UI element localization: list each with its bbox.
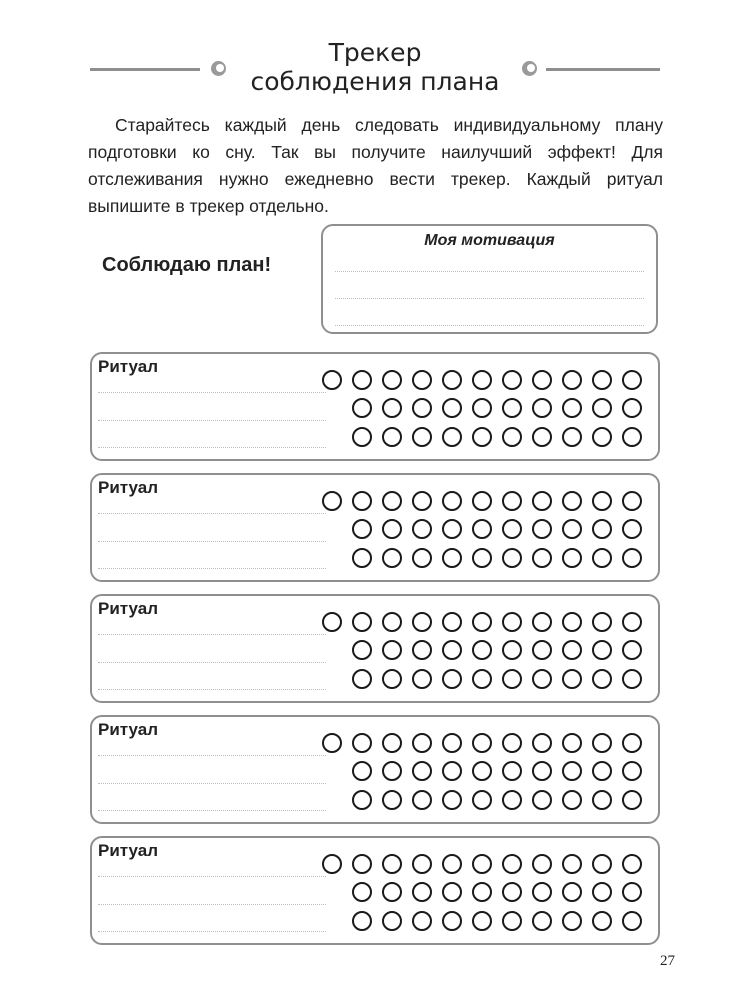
check-circle[interactable] xyxy=(562,790,582,810)
check-circle[interactable] xyxy=(442,612,462,632)
check-circle[interactable] xyxy=(532,882,552,902)
ritual-label: Ритуал xyxy=(98,357,159,376)
check-circle[interactable] xyxy=(472,790,492,810)
check-circle[interactable] xyxy=(412,519,432,539)
writing-line[interactable] xyxy=(98,392,326,393)
check-circle[interactable] xyxy=(412,548,432,568)
check-circle[interactable] xyxy=(412,854,432,874)
writing-line[interactable] xyxy=(98,931,326,932)
check-circle[interactable] xyxy=(352,882,372,902)
page-title xyxy=(0,38,750,96)
check-circle[interactable] xyxy=(442,761,462,781)
check-circle[interactable] xyxy=(442,491,462,511)
check-circle[interactable] xyxy=(352,790,372,810)
check-circle[interactable] xyxy=(502,370,522,390)
ritual-box xyxy=(90,715,660,824)
writing-line[interactable] xyxy=(335,271,644,272)
check-circle[interactable] xyxy=(352,612,372,632)
writing-line[interactable] xyxy=(98,541,326,542)
check-circle[interactable] xyxy=(622,761,642,781)
check-circle[interactable] xyxy=(472,733,492,753)
check-circle[interactable] xyxy=(562,911,582,931)
check-circle[interactable] xyxy=(532,398,552,418)
check-circle[interactable] xyxy=(352,491,372,511)
check-circle[interactable] xyxy=(382,398,402,418)
check-circle[interactable] xyxy=(562,733,582,753)
check-circle[interactable] xyxy=(472,398,492,418)
check-circle[interactable] xyxy=(322,370,342,390)
check-circle[interactable] xyxy=(592,911,612,931)
check-circle[interactable] xyxy=(592,733,612,753)
check-circle[interactable] xyxy=(502,519,522,539)
check-circle[interactable] xyxy=(622,427,642,447)
check-circle[interactable] xyxy=(352,640,372,660)
check-circle[interactable] xyxy=(592,854,612,874)
ritual-label: Ритуал xyxy=(98,599,159,618)
check-circle[interactable] xyxy=(622,669,642,689)
ritual-label: Ритуал xyxy=(98,478,159,497)
check-circle[interactable] xyxy=(502,790,522,810)
writing-line[interactable] xyxy=(335,325,644,326)
writing-line[interactable] xyxy=(98,876,326,877)
check-circle[interactable] xyxy=(442,733,462,753)
check-circle[interactable] xyxy=(472,612,492,632)
check-circle[interactable] xyxy=(472,370,492,390)
check-circle[interactable] xyxy=(382,882,402,902)
check-circle[interactable] xyxy=(442,548,462,568)
ritual-label: Ритуал xyxy=(98,841,159,860)
ritual-box xyxy=(90,473,660,582)
check-circle[interactable] xyxy=(502,427,522,447)
check-circle[interactable] xyxy=(472,669,492,689)
writing-line[interactable] xyxy=(98,420,326,421)
writing-line[interactable] xyxy=(98,447,326,448)
check-circle[interactable] xyxy=(622,882,642,902)
check-circle[interactable] xyxy=(382,790,402,810)
writing-line[interactable] xyxy=(98,568,326,569)
title-line-2: соблюдения плана xyxy=(250,67,500,96)
writing-line[interactable] xyxy=(98,662,326,663)
intro-paragraph: Старайтесь каждый день следовать индивидуальному плану подготовки ко сну. Так вы получите наилучший эффект! Для отслеживания нужно ежедневно вести трекер. Каждый ритуал выпишите в трекер отдельно. xyxy=(88,115,663,216)
check-circle[interactable] xyxy=(352,519,372,539)
check-circle[interactable] xyxy=(592,427,612,447)
check-circle[interactable] xyxy=(532,612,552,632)
check-circle[interactable] xyxy=(352,370,372,390)
check-circle[interactable] xyxy=(382,612,402,632)
check-circle[interactable] xyxy=(502,640,522,660)
motivation-label: Моя мотивация xyxy=(424,232,555,249)
check-circle[interactable] xyxy=(412,398,432,418)
check-circle[interactable] xyxy=(592,790,612,810)
check-circle[interactable] xyxy=(472,427,492,447)
check-circle[interactable] xyxy=(502,733,522,753)
title-rule-right xyxy=(546,68,660,71)
check-circle[interactable] xyxy=(382,911,402,931)
check-circle[interactable] xyxy=(592,882,612,902)
writing-line[interactable] xyxy=(335,298,644,299)
check-circle[interactable] xyxy=(532,427,552,447)
check-circle[interactable] xyxy=(592,669,612,689)
writing-line[interactable] xyxy=(98,634,326,635)
check-circle[interactable] xyxy=(442,370,462,390)
pledge-heading: Соблюдаю план! xyxy=(102,254,272,276)
check-circle[interactable] xyxy=(352,761,372,781)
check-circle[interactable] xyxy=(562,519,582,539)
ritual-box xyxy=(90,594,660,703)
writing-line[interactable] xyxy=(98,904,326,905)
check-circle[interactable] xyxy=(442,398,462,418)
check-circle[interactable] xyxy=(352,911,372,931)
check-circle[interactable] xyxy=(592,519,612,539)
check-circle[interactable] xyxy=(472,854,492,874)
check-circle[interactable] xyxy=(472,491,492,511)
check-circle[interactable] xyxy=(352,548,372,568)
writing-line[interactable] xyxy=(98,810,326,811)
check-circle[interactable] xyxy=(382,761,402,781)
check-circle[interactable] xyxy=(352,669,372,689)
check-circle[interactable] xyxy=(562,370,582,390)
check-circle[interactable] xyxy=(412,669,432,689)
check-circle[interactable] xyxy=(382,640,402,660)
check-circle[interactable] xyxy=(502,854,522,874)
title-line-1: Трекер xyxy=(328,38,422,67)
check-circle[interactable] xyxy=(592,491,612,511)
page-number: 27 xyxy=(660,953,675,969)
check-circle[interactable] xyxy=(412,370,432,390)
check-circle[interactable] xyxy=(622,854,642,874)
check-circle[interactable] xyxy=(562,854,582,874)
check-circle[interactable] xyxy=(562,612,582,632)
check-circle[interactable] xyxy=(502,548,522,568)
check-circle[interactable] xyxy=(472,882,492,902)
check-circle[interactable] xyxy=(622,519,642,539)
check-circle[interactable] xyxy=(622,398,642,418)
check-circle[interactable] xyxy=(412,491,432,511)
check-circle[interactable] xyxy=(382,733,402,753)
check-circle[interactable] xyxy=(472,519,492,539)
check-circle[interactable] xyxy=(412,761,432,781)
check-circle[interactable] xyxy=(352,854,372,874)
check-circle[interactable] xyxy=(382,491,402,511)
check-circle[interactable] xyxy=(622,733,642,753)
check-circle[interactable] xyxy=(562,548,582,568)
check-circle[interactable] xyxy=(442,911,462,931)
check-circle[interactable] xyxy=(562,398,582,418)
check-circle[interactable] xyxy=(442,519,462,539)
check-circle[interactable] xyxy=(562,761,582,781)
check-circle[interactable] xyxy=(442,427,462,447)
check-circle[interactable] xyxy=(472,548,492,568)
check-circle[interactable] xyxy=(532,733,552,753)
check-circle[interactable] xyxy=(352,427,372,447)
ritual-box xyxy=(90,352,660,461)
check-circle[interactable] xyxy=(562,882,582,902)
check-circle[interactable] xyxy=(622,491,642,511)
check-circle[interactable] xyxy=(442,669,462,689)
check-circle[interactable] xyxy=(622,640,642,660)
check-circle[interactable] xyxy=(562,491,582,511)
check-circle[interactable] xyxy=(622,370,642,390)
check-circle[interactable] xyxy=(352,733,372,753)
check-circle[interactable] xyxy=(442,790,462,810)
check-circle[interactable] xyxy=(412,911,432,931)
check-circle[interactable] xyxy=(532,854,552,874)
check-circle[interactable] xyxy=(622,911,642,931)
check-circle[interactable] xyxy=(532,911,552,931)
ritual-label: Ритуал xyxy=(98,720,159,739)
check-circle[interactable] xyxy=(622,548,642,568)
check-circle[interactable] xyxy=(352,398,372,418)
check-circle[interactable] xyxy=(622,790,642,810)
check-circle[interactable] xyxy=(412,640,432,660)
check-circle[interactable] xyxy=(592,398,612,418)
moon-icon xyxy=(522,61,537,76)
check-circle[interactable] xyxy=(412,790,432,810)
check-circle[interactable] xyxy=(502,911,522,931)
check-circle[interactable] xyxy=(592,548,612,568)
check-circle[interactable] xyxy=(322,854,342,874)
check-circle[interactable] xyxy=(532,370,552,390)
check-circle[interactable] xyxy=(472,911,492,931)
check-circle[interactable] xyxy=(412,882,432,902)
check-circle[interactable] xyxy=(382,370,402,390)
writing-line[interactable] xyxy=(98,513,326,514)
check-circle[interactable] xyxy=(562,427,582,447)
check-circle[interactable] xyxy=(532,790,552,810)
check-circle[interactable] xyxy=(532,519,552,539)
writing-line[interactable] xyxy=(98,755,326,756)
check-circle[interactable] xyxy=(412,733,432,753)
check-circle[interactable] xyxy=(322,733,342,753)
writing-line[interactable] xyxy=(98,783,326,784)
check-circle[interactable] xyxy=(592,370,612,390)
check-circle[interactable] xyxy=(382,548,402,568)
check-circle[interactable] xyxy=(442,854,462,874)
check-circle[interactable] xyxy=(382,854,402,874)
check-circle[interactable] xyxy=(472,640,492,660)
check-circle[interactable] xyxy=(442,882,462,902)
check-circle[interactable] xyxy=(502,761,522,781)
check-circle[interactable] xyxy=(472,761,492,781)
check-circle[interactable] xyxy=(502,612,522,632)
check-circle[interactable] xyxy=(322,612,342,632)
check-circle[interactable] xyxy=(532,669,552,689)
check-circle[interactable] xyxy=(502,669,522,689)
check-circle[interactable] xyxy=(502,398,522,418)
check-circle[interactable] xyxy=(562,669,582,689)
check-circle[interactable] xyxy=(502,491,522,511)
check-circle[interactable] xyxy=(592,612,612,632)
check-circle[interactable] xyxy=(502,882,522,902)
check-circle[interactable] xyxy=(532,491,552,511)
check-circle[interactable] xyxy=(382,427,402,447)
check-circle[interactable] xyxy=(592,761,612,781)
check-circle[interactable] xyxy=(592,640,612,660)
check-circle[interactable] xyxy=(412,427,432,447)
check-circle[interactable] xyxy=(532,548,552,568)
check-circle[interactable] xyxy=(382,519,402,539)
check-circle[interactable] xyxy=(382,669,402,689)
check-circle[interactable] xyxy=(562,640,582,660)
check-circle[interactable] xyxy=(322,491,342,511)
check-circle[interactable] xyxy=(442,640,462,660)
motivation-box[interactable] xyxy=(321,224,658,334)
writing-line[interactable] xyxy=(98,689,326,690)
ritual-box xyxy=(90,836,660,945)
check-circle[interactable] xyxy=(532,761,552,781)
check-circle[interactable] xyxy=(622,612,642,632)
check-circle[interactable] xyxy=(412,612,432,632)
check-circle[interactable] xyxy=(532,640,552,660)
